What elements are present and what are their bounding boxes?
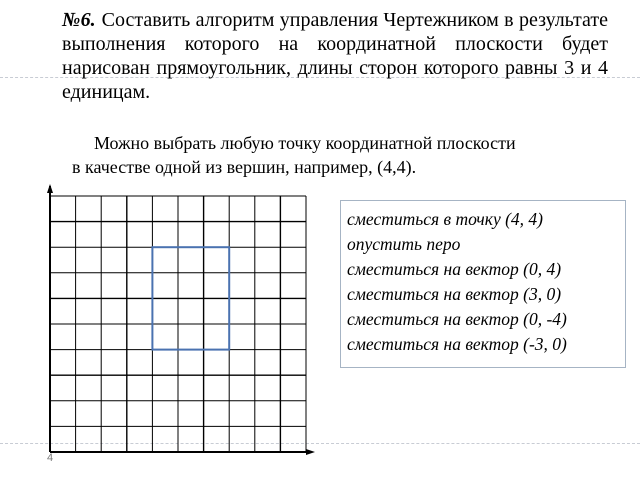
- hint-line-2: в качестве одной из вершин, например, (4,4).: [72, 157, 417, 177]
- grid-lines: [50, 196, 306, 452]
- axes: [47, 184, 315, 455]
- algorithm-command: сместиться в точку (4, 4): [347, 209, 543, 229]
- hint-line-1: Можно выбрать любую точку координатной плоскости: [94, 133, 516, 153]
- coordinate-grid: [40, 184, 315, 459]
- algorithm-command: сместиться на вектор (3, 0): [347, 284, 562, 304]
- algorithm-command: сместиться на вектор (0, 4): [347, 259, 562, 279]
- slide-number: 4: [47, 452, 54, 464]
- algorithm-box: [340, 200, 626, 368]
- algorithm-command: сместиться на вектор (-3, 0): [347, 334, 567, 354]
- task-text: Составить алгоритм управления Чертежником в результате выполнения которого на координатной плоскости будет нарисован прямоугольник, длины сторон которого равны 3 и 4 единицам.: [62, 9, 608, 103]
- algorithm-command: сместиться на вектор (0, -4): [347, 309, 567, 329]
- x-axis-arrow: [306, 449, 315, 455]
- y-axis-arrow: [47, 184, 53, 193]
- algorithm-command: опустить перо: [347, 234, 461, 254]
- hint-text: [72, 131, 612, 179]
- task-number: №6.: [62, 9, 96, 31]
- grid-svg: [40, 184, 315, 459]
- task-statement: [62, 8, 608, 104]
